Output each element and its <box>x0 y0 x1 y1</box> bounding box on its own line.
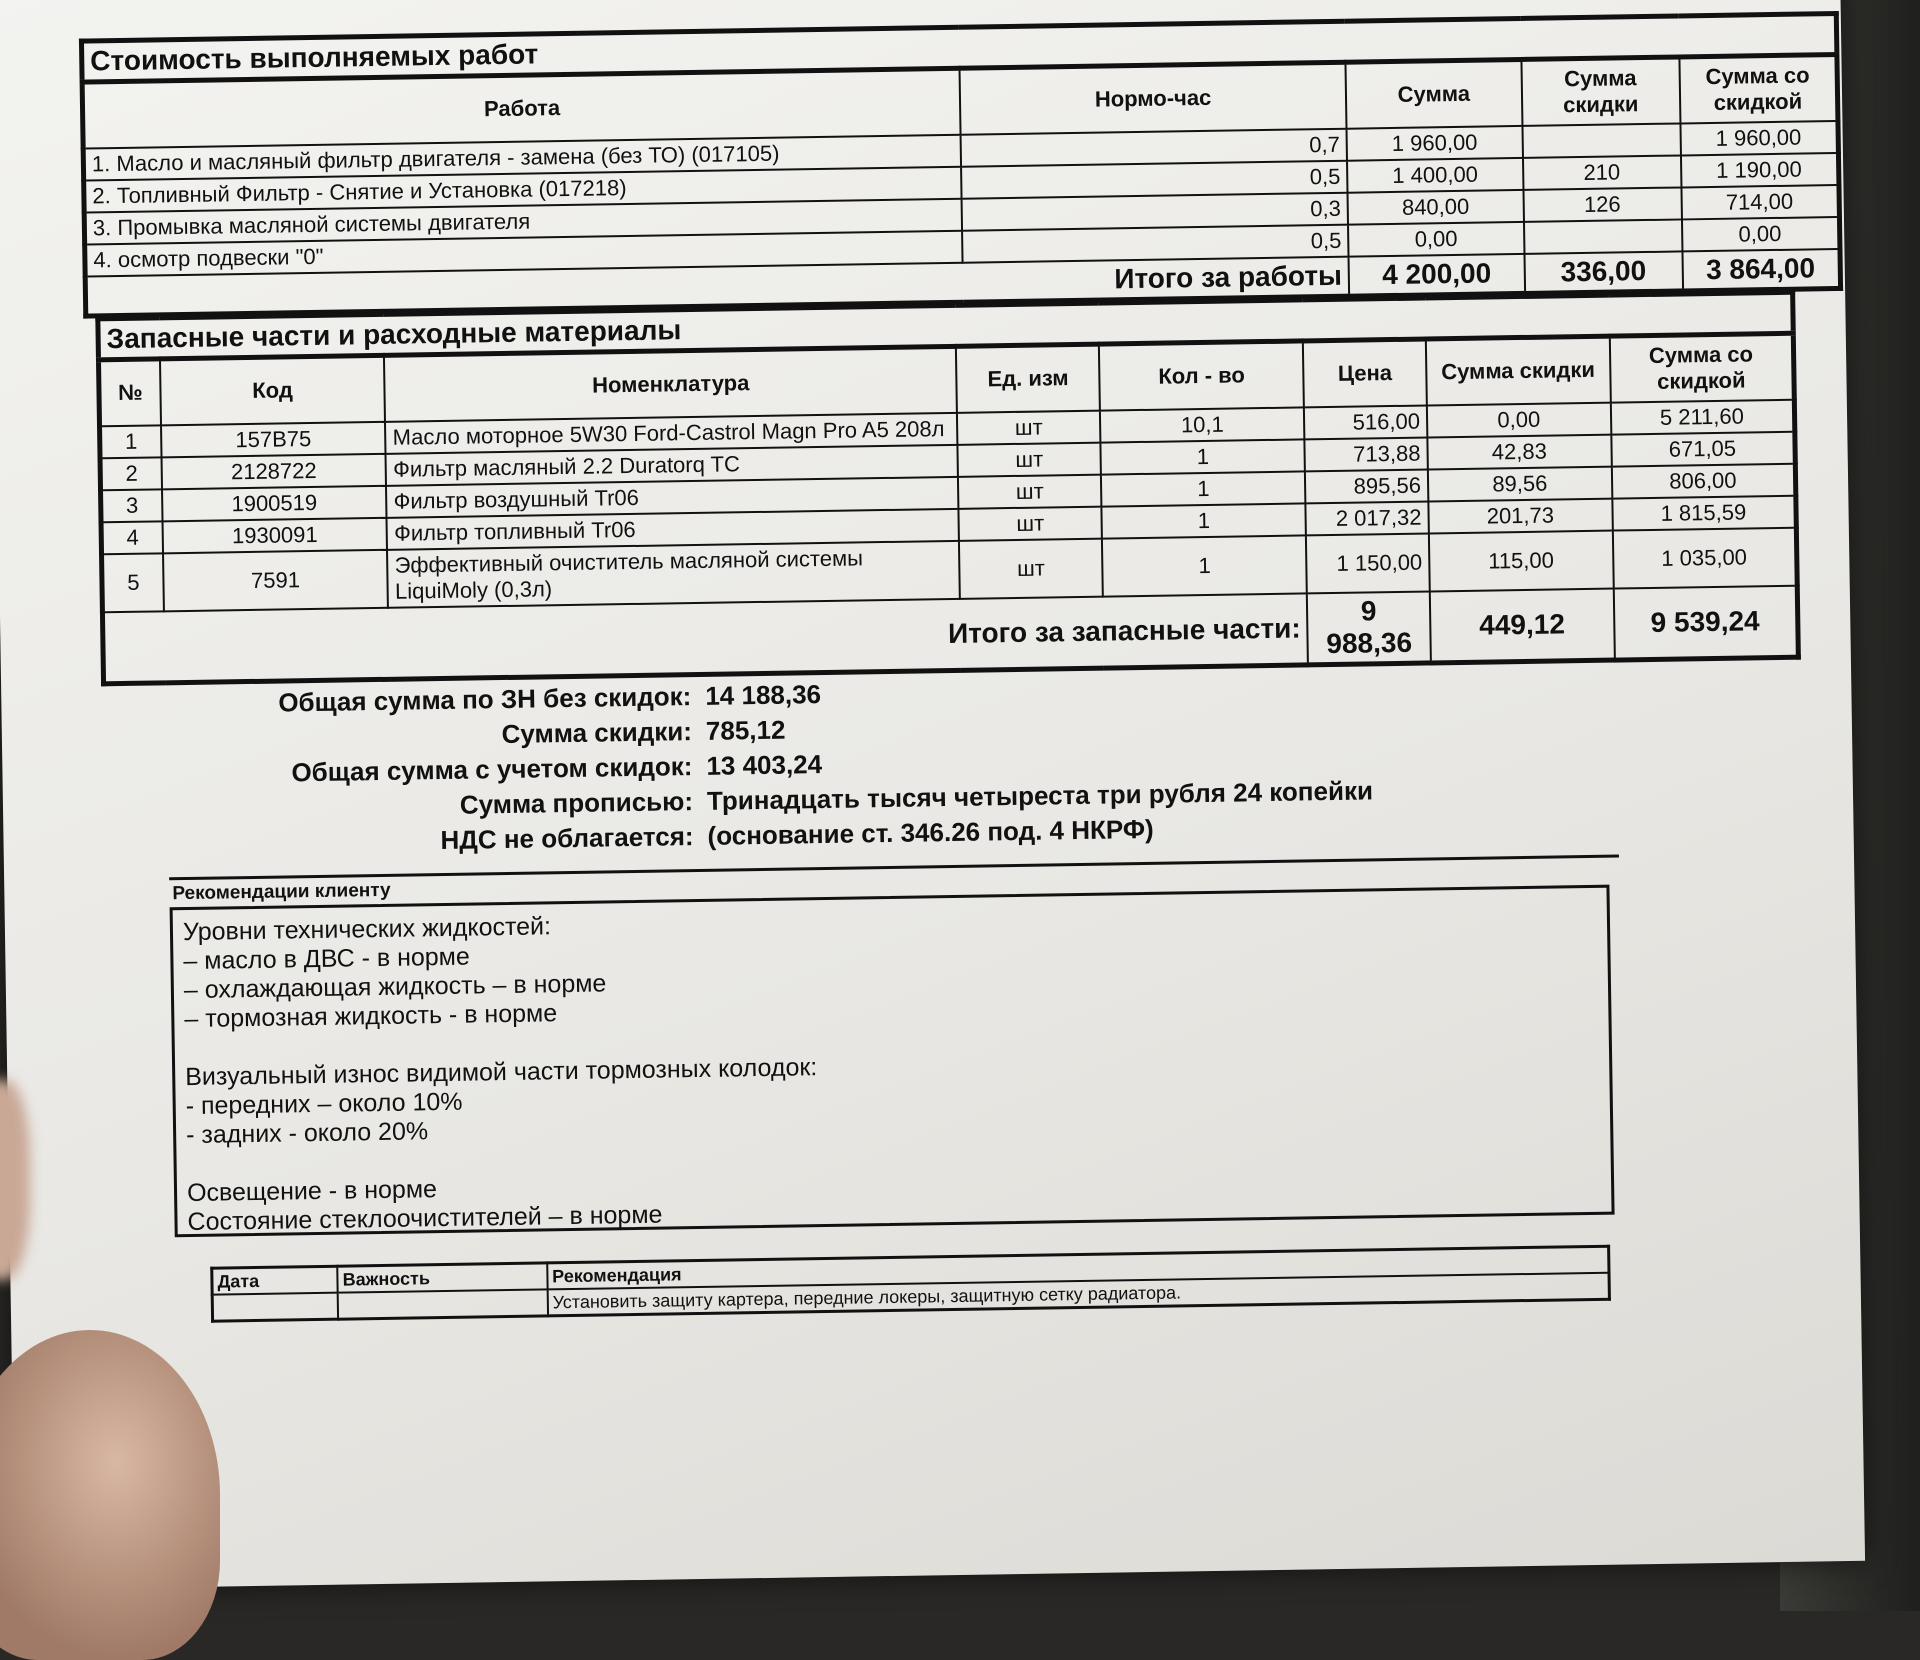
recommendation-line: Визуальный износ видимой части тормозных колодок: <box>185 1053 818 1092</box>
summary-label: Сумма скидки: <box>501 716 693 750</box>
part-unit: шт <box>958 474 1101 508</box>
parts-title: Запасные части и расходные материалы <box>98 292 1793 360</box>
summary-label: Общая сумма по ЗН без скидок: <box>278 681 692 718</box>
rec-date <box>212 1293 338 1321</box>
part-qty: 1 <box>1101 471 1306 506</box>
summary-label: Общая сумма с учетом скидок: <box>291 751 693 788</box>
recommendation-line: – масло в ДВС - в норме <box>183 942 470 976</box>
works-total-label: Итого за работы <box>1114 259 1343 294</box>
col-header: Цена <box>1303 339 1427 407</box>
part-code: 7591 <box>163 549 389 611</box>
parts-total-discount: 449,12 <box>1430 588 1615 662</box>
part-name: Эффективный очиститель масляной системы LiquiMoly (0,3л) <box>387 540 960 607</box>
part-price: 1 150,00 <box>1306 533 1429 593</box>
part-discount: 42,83 <box>1427 434 1611 469</box>
work-discount: 210 <box>1523 155 1681 189</box>
part-name: Фильтр воздушный Tr06 <box>386 476 958 517</box>
works-total-discount: 336,00 <box>1524 251 1683 293</box>
part-number: 3 <box>101 489 163 522</box>
works-total-final: 3 864,00 <box>1682 248 1841 290</box>
part-qty: 1 <box>1102 503 1307 538</box>
works-table <box>79 11 1843 318</box>
part-code: 2128722 <box>161 453 386 489</box>
parts-table <box>95 290 1801 686</box>
work-name: 3. Промывка масляной системы двигателя <box>84 198 962 244</box>
part-unit: шт <box>959 538 1103 598</box>
col-header: № <box>98 359 160 426</box>
work-total: 0,00 <box>1682 216 1840 250</box>
part-number: 1 <box>100 425 162 458</box>
col-header: Важность <box>337 1263 547 1293</box>
part-name: Фильтр топливный Tr06 <box>387 508 959 549</box>
part-discount: 89,56 <box>1428 466 1612 501</box>
col-header: Нормо-час <box>960 62 1347 134</box>
part-total: 5 211,60 <box>1610 399 1794 434</box>
col-header: Ед. изм <box>956 344 1100 412</box>
work-name: 4. осмотр подвески "0" <box>85 230 963 276</box>
work-hours: 0,5 <box>961 160 1348 198</box>
part-price: 713,88 <box>1305 437 1428 471</box>
part-number: 5 <box>102 553 164 612</box>
col-header: Работа <box>82 68 960 148</box>
works-title: Стоимость выполняемых работ <box>81 14 1836 83</box>
part-number: 4 <box>101 521 163 554</box>
recommendation-line: – охлаждающая жидкость – в норме <box>183 969 607 1005</box>
part-price: 2 017,32 <box>1306 501 1429 535</box>
part-name: Фильтр масляный 2.2 Duratorq TC <box>386 444 958 485</box>
part-qty: 1 <box>1101 439 1306 474</box>
part-code: 1900519 <box>162 485 387 521</box>
part-discount: 0,00 <box>1427 402 1611 437</box>
col-header: Номенклатура <box>384 346 957 421</box>
work-total: 714,00 <box>1681 184 1839 218</box>
recommendation-line: Освещение - в норме <box>186 1175 438 1208</box>
part-number: 2 <box>100 457 162 490</box>
work-discount <box>1522 123 1680 157</box>
part-name: Масло моторное 5W30 Ford-Castrol Magn Pro A5 208л <box>385 412 957 453</box>
recommendation-line: - передних – около 10% <box>185 1087 463 1121</box>
part-total: 1 035,00 <box>1612 527 1797 588</box>
part-code: 157B75 <box>161 421 386 457</box>
parts-total-price: 9 988,36 <box>1307 591 1431 664</box>
col-header: Рекомендация <box>547 1246 1609 1289</box>
rec-importance <box>338 1289 548 1319</box>
work-name: 1. Масло и масляный фильтр двигателя - замена (без ТО) (017105) <box>83 134 961 180</box>
work-sum: 840,00 <box>1348 189 1524 224</box>
parts-total-final: 9 539,24 <box>1613 585 1798 659</box>
work-hours: 0,5 <box>962 224 1349 262</box>
summary-label: НДС не облагается: <box>440 821 694 856</box>
summary-value: Тринадцать тысяч четыреста три рубля 24 копейки <box>706 775 1374 816</box>
part-unit: шт <box>958 442 1101 476</box>
col-header: Сумма скидки <box>1426 336 1611 405</box>
part-unit: шт <box>959 506 1102 540</box>
summary-value: 785,12 <box>705 714 786 746</box>
rec-text: Установить защиту картера, передние локеры, защитную сетку радиатора. <box>547 1273 1609 1316</box>
part-price: 516,00 <box>1304 405 1427 439</box>
recommendation-line: Состояние стеклоочистителей – в норме <box>187 1200 663 1237</box>
part-total: 806,00 <box>1611 463 1795 498</box>
part-total: 671,05 <box>1611 431 1795 466</box>
part-unit: шт <box>957 410 1100 444</box>
col-header: Сумма со скидкой <box>1609 333 1794 402</box>
summary-value: 14 188,36 <box>705 679 822 711</box>
part-discount: 201,73 <box>1428 498 1612 533</box>
summary-label: Сумма прописью: <box>459 786 694 820</box>
work-sum: 1 400,00 <box>1347 157 1523 192</box>
work-sum: 0,00 <box>1348 221 1524 256</box>
work-hours: 0,7 <box>961 128 1348 166</box>
recommendations-title: Рекомендации клиенту <box>172 879 391 905</box>
col-header: Сумма со скидкой <box>1679 54 1838 122</box>
work-sum: 1 960,00 <box>1347 125 1523 160</box>
work-name: 2. Топливный Фильтр - Снятие и Установка (017218) <box>84 166 962 212</box>
col-header: Кол - во <box>1099 341 1304 410</box>
work-total: 1 190,00 <box>1681 152 1839 186</box>
summary-value: (основание ст. 346.26 под. 4 НКРФ) <box>707 813 1154 851</box>
col-header: Сумма скидки <box>1521 57 1680 125</box>
work-hours: 0,3 <box>962 192 1349 230</box>
recommendation-line: Уровни технических жидкостей: <box>182 912 552 947</box>
recommendation-line: - задних - около 20% <box>185 1117 429 1150</box>
part-discount: 115,00 <box>1429 530 1614 591</box>
part-price: 895,56 <box>1305 469 1428 503</box>
work-total: 1 960,00 <box>1680 120 1838 154</box>
col-header: Дата <box>212 1266 338 1294</box>
col-header: Сумма <box>1346 59 1523 128</box>
summary-value: 13 403,24 <box>706 749 823 781</box>
work-discount <box>1524 219 1682 253</box>
col-header: Код <box>160 355 386 425</box>
recommendation-table <box>210 1245 1611 1323</box>
recommendations-box <box>170 885 1615 1238</box>
part-qty: 1 <box>1102 535 1307 596</box>
works-total-sum: 4 200,00 <box>1349 253 1525 295</box>
part-qty: 10,1 <box>1100 407 1305 442</box>
parts-total-label: Итого за запасные части: <box>947 611 1301 649</box>
summary-block <box>151 668 1374 862</box>
part-code: 1930091 <box>162 517 387 553</box>
part-total: 1 815,59 <box>1612 495 1796 530</box>
recommendation-line: – тормозная жидкость - в норме <box>184 999 558 1034</box>
work-discount: 126 <box>1523 187 1681 221</box>
